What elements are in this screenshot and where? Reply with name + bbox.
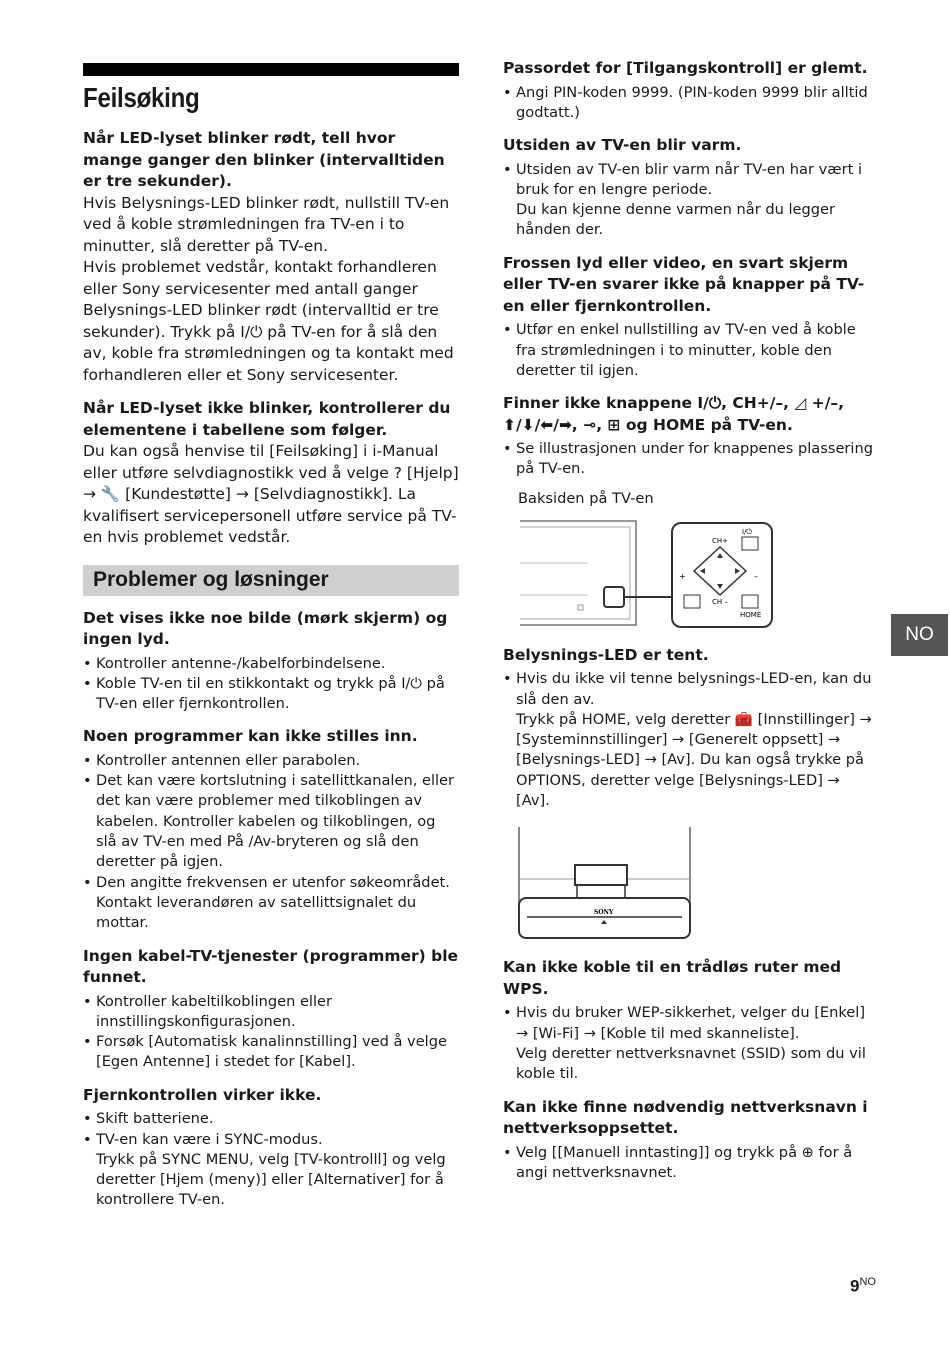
vol-minus-label: – [754, 571, 758, 581]
intro-block [83, 128, 459, 386]
page-number-value: 9 [850, 1276, 860, 1296]
intro-heading-2: Når LED-lyset ikke blinker, kontrollerer du elementene i tabellene som følger. [83, 399, 451, 439]
problem-item [503, 253, 875, 381]
solution-bullet: • Hvis du bruker WEP-sikkerhet, velger du [Enkel] → [Wi-Fi] → [Koble til med skanneliste]. [503, 1003, 875, 1044]
problem-heading: Fjernkontrollen virker ikke. [83, 1085, 322, 1104]
solution-bullet: • Hvis du ikke vil tenne belysnings-LED-en, kan du slå den av. [503, 669, 875, 710]
intro-heading-1: Når LED-lyset blinker rødt, tell hvor mange ganger den blinker (intervalltiden er tre sekunder). [83, 129, 445, 190]
intro-text-3: Du kan også henvise til [Feilsøking] i i-Manual eller utføre selvdiagnostikk ved å velge ? [Hjelp] → 🔧 [Kundestøtte] → [Selvdiagnostikk]. La kvalifisert servicepersonell utføre service på TV-en hvis problemet vedstår. [83, 442, 459, 546]
solution-bullet: • Det kan være kortslutning i satellittkanalen, eller det kan være problemer med tilkoblingen av kabelen. Kontroller kabelen og tilkoblingen, og slå av TV-en med På /Av-bryteren og slå den deretter på igjen. [83, 771, 459, 872]
solution-bullet: • Koble TV-en til en stikkontakt og trykk på I/⏻ på TV-en eller fjernkontrollen. [83, 674, 459, 715]
problem-heading-cont: ⬆/⬇/⬅/➡, ⊸, ⊞ og HOME på TV-en. [503, 415, 793, 434]
solution-bullet: • Se illustrasjonen under for knappenes plassering på TV-en. [503, 439, 875, 480]
home-label: HOME [740, 610, 762, 619]
problem-item [83, 1085, 459, 1211]
problem-heading: Passordet for [Tilgangskontroll] er glemt. [503, 59, 868, 77]
problem-item [83, 608, 459, 715]
problem-item [83, 726, 459, 933]
solution-bullet: • Kontroller antennen eller parabolen. [83, 751, 459, 771]
brand-logo: SONY [594, 909, 614, 917]
intro-text-1: Hvis Belysnings-LED blinker rødt, nullstill TV-en ved å koble strømledningen fra TV-en i to minutter, slå deretter på TV-en. [83, 193, 450, 255]
solution-continuation: Trykk på SYNC MENU, velg [TV-kontrolll] og velg deretter [Hjem (meny)] eller [Alternativer] for å kontrollere TV-en. [96, 1150, 446, 1209]
figure-label: Baksiden på TV-en [518, 489, 654, 507]
problem-heading: Det vises ikke noe bilde (mørk skjerm) og ingen lyd. [83, 608, 448, 648]
page-title: Feilsøking [83, 82, 200, 113]
problem-item [503, 645, 875, 944]
problem-item [503, 393, 875, 633]
solution-bullet: • Velg [[Manuell inntasting]] og trykk på ⊕ for å angi nettverksnavnet. [503, 1143, 875, 1184]
problem-heading: Belysnings-LED er tent. [503, 645, 709, 664]
solution-bullet: • Den angitte frekvensen er utenfor søkeområdet. Kontakt leverandøren av satellittsignalet du mottar. [83, 873, 459, 934]
title-rule [83, 63, 459, 76]
problem-item [503, 58, 875, 123]
solution-bullet: • Kontroller kabeltilkoblingen eller innstillingskonfigurasjonen. [83, 992, 459, 1033]
problem-heading: Utsiden av TV-en blir varm. [503, 136, 742, 155]
problem-heading: Ingen kabel-TV-tjenester (programmer) ble funnet. [83, 946, 459, 987]
solution-continuation: Du kan kjenne denne varmen når du legger hånden der. [516, 201, 836, 239]
language-tab: NO [891, 614, 948, 656]
problem-heading: Kan ikke koble til en trådløs ruter med WPS. [503, 958, 842, 998]
problem-item [503, 957, 875, 1084]
solution-bullet: • TV-en kan være i SYNC-modus. [83, 1130, 459, 1150]
solution-continuation: Trykk på HOME, velg deretter 🧰 [Innstillinger] → [Systeminnstillinger] → [Generelt oppsett] → [Belysnings-LED] → [Av]. Du kan også trykke på OPTIONS, deretter velge [Belysnings-LED] → [Av]. [516, 710, 872, 810]
power-label: I/⏻ [742, 527, 752, 536]
tv-buttons-diagram [518, 513, 778, 633]
problem-item [503, 135, 875, 241]
left-column [83, 58, 459, 1223]
solution-bullet: • Angi PIN-koden 9999. (PIN-koden 9999 blir alltid godtatt.) [503, 83, 875, 124]
problem-item [83, 946, 459, 1073]
intro-block-2 [83, 398, 459, 549]
intro-text-2: Hvis problemet vedstår, kontakt forhandleren eller Sony servicesenter med antall ganger Belysnings-LED blinker rødt (intervalltid er tre sekunder). Trykk på I/⏻ på TV-en for å slå den av, koble fra strømledningen og ta kontakt med forhandleren eller et Sony servicesenter. [83, 258, 454, 384]
ch-minus-label: CH – [712, 597, 728, 606]
solution-continuation: Velg deretter nettverksnavnet (SSID) som du vil koble til. [516, 1044, 866, 1083]
section-title: Problemer og løsninger [83, 565, 459, 596]
problem-heading: Kan ikke finne nødvendig nettverksnavn i nettverksoppsettet. [503, 1097, 868, 1138]
solution-bullet: • Skift batteriene. [83, 1109, 459, 1129]
problem-heading: Noen programmer kan ikke stilles inn. [83, 727, 418, 746]
problem-heading: Frossen lyd eller video, en svart skjerm eller TV-en svarer ikke på knapper på TV-en eller fjernkontrollen. [503, 253, 865, 315]
page-number [850, 1276, 876, 1297]
right-column [503, 58, 875, 1195]
solution-bullet: • Utfør en enkel nullstilling av TV-en ved å koble fra strømledningen i to minutter, koble den deretter til igjen. [503, 320, 875, 381]
vol-plus-label: + [679, 571, 686, 581]
page-number-suffix: NO [859, 1276, 876, 1288]
problem-item [503, 1097, 875, 1184]
ch-plus-label: CH+ [712, 536, 729, 545]
solution-bullet: • Kontroller antenne-/kabelforbindelsene. [83, 654, 459, 674]
illumination-led-diagram [517, 825, 692, 943]
solution-bullet: • Forsøk [Automatisk kanalinnstilling] ved å velge [Egen Antenne] i stedet for [Kabel]. [83, 1032, 459, 1073]
solution-bullet: • Utsiden av TV-en blir varm når TV-en har vært i bruk for en lengre periode. [503, 160, 875, 201]
problem-heading: Finner ikke knappene I/⏻, CH+/–, ◿ +/–, [503, 394, 844, 413]
